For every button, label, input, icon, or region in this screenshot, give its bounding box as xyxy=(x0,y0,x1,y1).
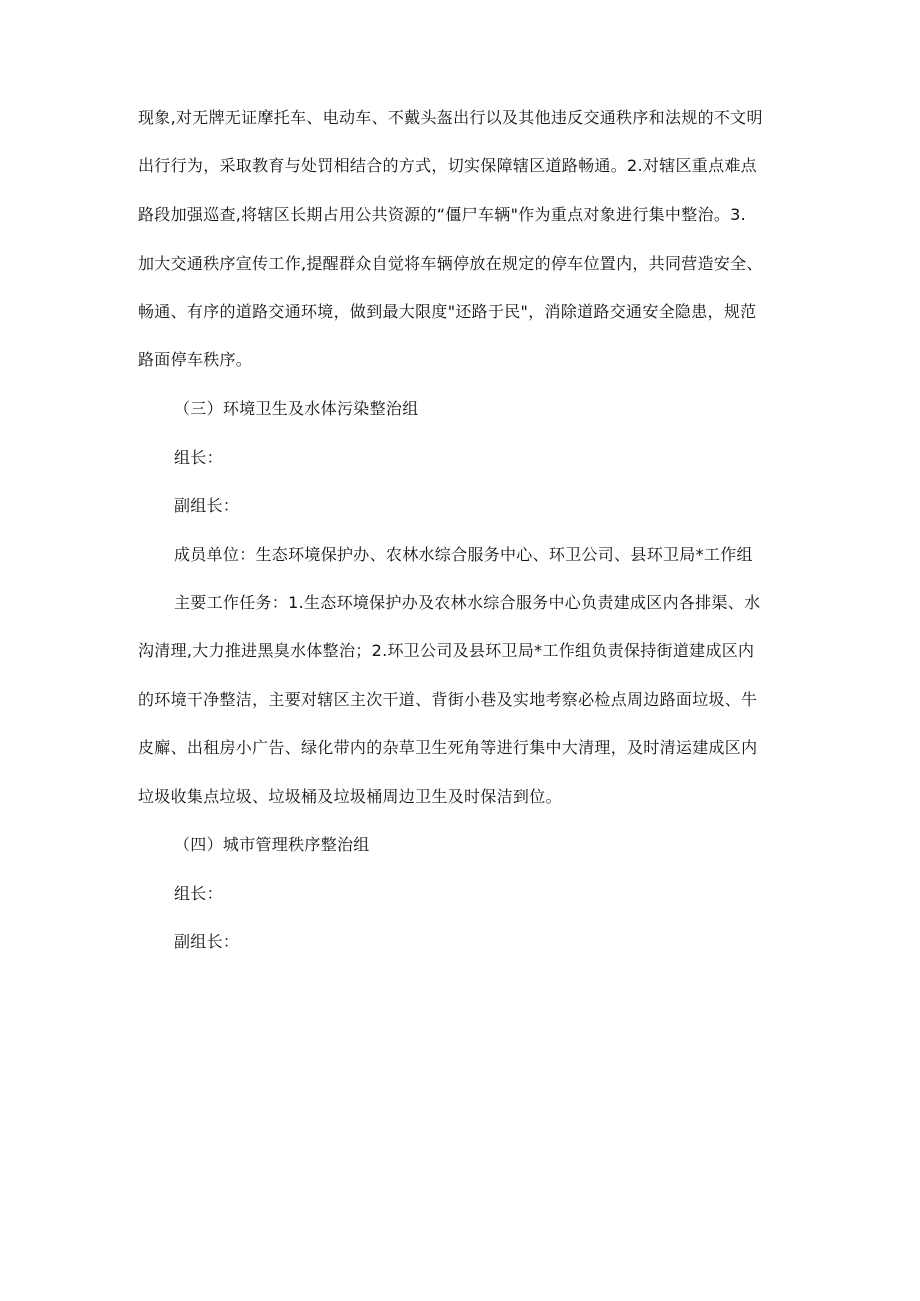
member-units: 成员单位：生态环境保护办、农林水综合服务中心、环卫公司、县环卫局*工作组 xyxy=(174,545,753,564)
task-line: 皮廨、出租房小广告、绿化带内的杂草卫生死角等进行集中大清理，及时清运建成区内 xyxy=(138,738,758,757)
leader-label: 组长： xyxy=(174,884,223,903)
task-line: 主要工作任务：1.生态环境保护办及农林水综合服务中心负责建成区内各排渠、水 xyxy=(174,593,761,612)
paragraph-line: 出行行为，采取教育与处罚相结合的方式，切实保障辖区道路畅通。2.对辖区重点难点 xyxy=(138,156,757,175)
paragraph-line: 加大交通秩序宣传工作,提醒群众自觉将车辆停放在规定的停车位置内，共同营造安全、 xyxy=(138,254,763,273)
section-heading: （三）环境卫生及水体污染整治组 xyxy=(174,399,419,418)
paragraph-line: 畅通、有序的道路交通环境，做到最大限度"还路于民"，消除道路交通安全隐患，规范 xyxy=(138,302,757,321)
paragraph-line: 路段加强巡查,将辖区长期占用公共资源的“僵尸车辆"作为重点对象进行集中整治。3. xyxy=(138,205,747,224)
task-line: 的环境干净整洁，主要对辖区主次干道、背街小巷及实地考察必检点周边路面垃圾、牛 xyxy=(138,690,758,709)
paragraph-line: 路面停车秩序。 xyxy=(138,350,253,369)
deputy-leader-label: 副组长： xyxy=(174,496,240,515)
task-line: 沟清理,大力推进黑臭水体整治；2.环卫公司及县环卫局*工作组负责保持街道建成区内 xyxy=(138,641,755,660)
paragraph-line: 现象,对无牌无证摩托车、电动车、不戴头盔出行以及其他违反交通秩序和法规的不文明 xyxy=(138,108,763,127)
deputy-leader-label: 副组长： xyxy=(174,932,240,951)
task-line: 垃圾收集点垃圾、垃圾桶及垃圾桶周边卫生及时保洁到位。 xyxy=(138,787,562,806)
leader-label: 组长： xyxy=(174,448,223,467)
section-heading: （四）城市管理秩序整治组 xyxy=(174,835,370,854)
